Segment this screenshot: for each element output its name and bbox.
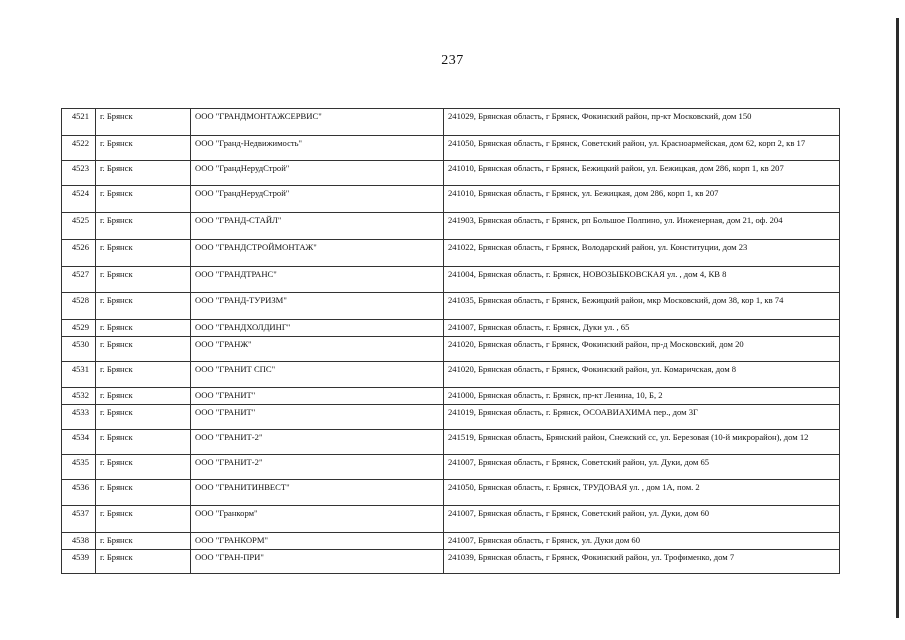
company-name-cell: ООО "ГРАНИТИНВЕСТ" (191, 480, 444, 506)
company-name-cell: ООО "Гранкорм" (191, 506, 444, 533)
table-row (62, 267, 840, 293)
address-cell: 241029, Брянская область, г Брянск, Фокинский район, пр-кт Московский, дом 150 (444, 109, 840, 136)
city-cell: г. Брянск (96, 240, 191, 267)
row-number: 4527 (62, 267, 96, 293)
city-cell: г. Брянск (96, 405, 191, 430)
table-row (62, 550, 840, 574)
city-cell: г. Брянск (96, 136, 191, 161)
company-name-cell: ООО "ГРАНДМОНТАЖСЕРВИС" (191, 109, 444, 136)
address-cell: 241000, Брянская область, г. Брянск, пр-кт Ленина, 10, Б, 2 (444, 388, 840, 405)
row-number: 4532 (62, 388, 96, 405)
row-number: 4522 (62, 136, 96, 161)
table-row (62, 320, 840, 337)
address-cell: 241007, Брянская область, г Брянск, Советский район, ул. Дуки, дом 65 (444, 455, 840, 480)
row-number: 4531 (62, 362, 96, 388)
address-cell: 241020, Брянская область, г Брянск, Фокинский район, ул. Комаричская, дом 8 (444, 362, 840, 388)
company-name-cell: ООО "ГРАНИТ" (191, 405, 444, 430)
address-cell: 241020, Брянская область, г Брянск, Фокинский район, пр-д Московский, дом 20 (444, 337, 840, 362)
city-cell: г. Брянск (96, 186, 191, 213)
city-cell: г. Брянск (96, 480, 191, 506)
table-row (62, 388, 840, 405)
address-cell: 241010, Брянская область, г Брянск, Бежицкий район, ул. Бежицкая, дом 286, корп 1, кв 207 (444, 161, 840, 186)
city-cell: г. Брянск (96, 109, 191, 136)
row-number: 4524 (62, 186, 96, 213)
address-cell: 241007, Брянская область, г Брянск, Советский район, ул. Дуки, дом 60 (444, 506, 840, 533)
row-number: 4533 (62, 405, 96, 430)
city-cell: г. Брянск (96, 506, 191, 533)
company-name-cell: ООО "ГРАНДХОЛДИНГ" (191, 320, 444, 337)
company-name-cell: ООО "ГРАНИТ СПС" (191, 362, 444, 388)
page-number: 237 (441, 53, 464, 68)
company-name-cell: ООО "ГРАНИТ-2" (191, 455, 444, 480)
city-cell: г. Брянск (96, 533, 191, 550)
address-cell: 241010, Брянская область, г Брянск, ул. Бежицкая, дом 286, корп 1, кв 207 (444, 186, 840, 213)
address-cell: 241022, Брянская область, г Брянск, Володарский район, ул. Конституции, дом 23 (444, 240, 840, 267)
registry-table (61, 108, 840, 574)
company-name-cell: ООО "Гранд-Недвижимость" (191, 136, 444, 161)
company-name-cell: ООО "ГРАНИТ" (191, 388, 444, 405)
company-name-cell: ООО "ГРАНКОРМ" (191, 533, 444, 550)
city-cell: г. Брянск (96, 430, 191, 455)
row-number: 4535 (62, 455, 96, 480)
address-cell: 241903, Брянская область, г Брянск, рп Большое Полпино, ул. Инженерная, дом 21, оф. 204 (444, 213, 840, 240)
table-row (62, 533, 840, 550)
table-row (62, 337, 840, 362)
company-name-cell: ООО "ГрандНерудСтрой" (191, 186, 444, 213)
city-cell: г. Брянск (96, 337, 191, 362)
row-number: 4523 (62, 161, 96, 186)
address-cell: 241007, Брянская область, г. Брянск, Дуки ул. , 65 (444, 320, 840, 337)
table-row (62, 480, 840, 506)
city-cell: г. Брянск (96, 320, 191, 337)
address-cell: 241050, Брянская область, г. Брянск, ТРУДОВАЯ ул. , дом 1А, пом. 2 (444, 480, 840, 506)
table-row (62, 430, 840, 455)
city-cell: г. Брянск (96, 362, 191, 388)
address-cell: 241519, Брянская область, Брянский район, Снежский сс, ул. Березовая (10-й микрорайон), дом 12 (444, 430, 840, 455)
company-name-cell: ООО "ГРАНД-ТУРИЗМ" (191, 293, 444, 320)
company-name-cell: ООО "ГРАНЖ" (191, 337, 444, 362)
address-cell: 241050, Брянская область, г Брянск, Советский район, ул. Красноармейская, дом 62, корп 2, кв 17 (444, 136, 840, 161)
city-cell: г. Брянск (96, 267, 191, 293)
company-name-cell: ООО "ГРАНД-СТАЙЛ" (191, 213, 444, 240)
table-row (62, 405, 840, 430)
address-cell: 241004, Брянская область, г. Брянск, НОВОЗЫБКОВСКАЯ ул. , дом 4, КВ 8 (444, 267, 840, 293)
table-row (62, 136, 840, 161)
row-number: 4537 (62, 506, 96, 533)
row-number: 4536 (62, 480, 96, 506)
table-row (62, 506, 840, 533)
row-number: 4539 (62, 550, 96, 574)
row-number: 4534 (62, 430, 96, 455)
table-row (62, 240, 840, 267)
row-number: 4530 (62, 337, 96, 362)
city-cell: г. Брянск (96, 161, 191, 186)
table-row (62, 161, 840, 186)
table-row (62, 362, 840, 388)
row-number: 4528 (62, 293, 96, 320)
address-cell: 241019, Брянская область, г. Брянск, ОСОАВИАХИМА пер., дом 3Г (444, 405, 840, 430)
company-name-cell: ООО "ГРАНДТРАНС" (191, 267, 444, 293)
city-cell: г. Брянск (96, 550, 191, 574)
city-cell: г. Брянск (96, 293, 191, 320)
row-number: 4521 (62, 109, 96, 136)
table-row (62, 186, 840, 213)
city-cell: г. Брянск (96, 388, 191, 405)
city-cell: г. Брянск (96, 455, 191, 480)
company-name-cell: ООО "ГРАНДСТРОЙМОНТАЖ" (191, 240, 444, 267)
row-number: 4529 (62, 320, 96, 337)
row-number: 4526 (62, 240, 96, 267)
address-cell: 241035, Брянская область, г Брянск, Бежицкий район, мкр Московский, дом 38, кор 1, кв 74 (444, 293, 840, 320)
table-row (62, 293, 840, 320)
company-name-cell: ООО "ГРАН-ПРИ" (191, 550, 444, 574)
address-cell: 241007, Брянская область, г Брянск, ул. Дуки дом 60 (444, 533, 840, 550)
table-row (62, 109, 840, 136)
scan-edge-line (896, 18, 899, 618)
row-number: 4525 (62, 213, 96, 240)
address-cell: 241039, Брянская область, г Брянск, Фокинский район, ул. Трофименко, дом 7 (444, 550, 840, 574)
company-name-cell: ООО "ГРАНИТ-2" (191, 430, 444, 455)
city-cell: г. Брянск (96, 213, 191, 240)
row-number: 4538 (62, 533, 96, 550)
company-name-cell: ООО "ГрандНерудСтрой" (191, 161, 444, 186)
table-row (62, 213, 840, 240)
table-row (62, 455, 840, 480)
